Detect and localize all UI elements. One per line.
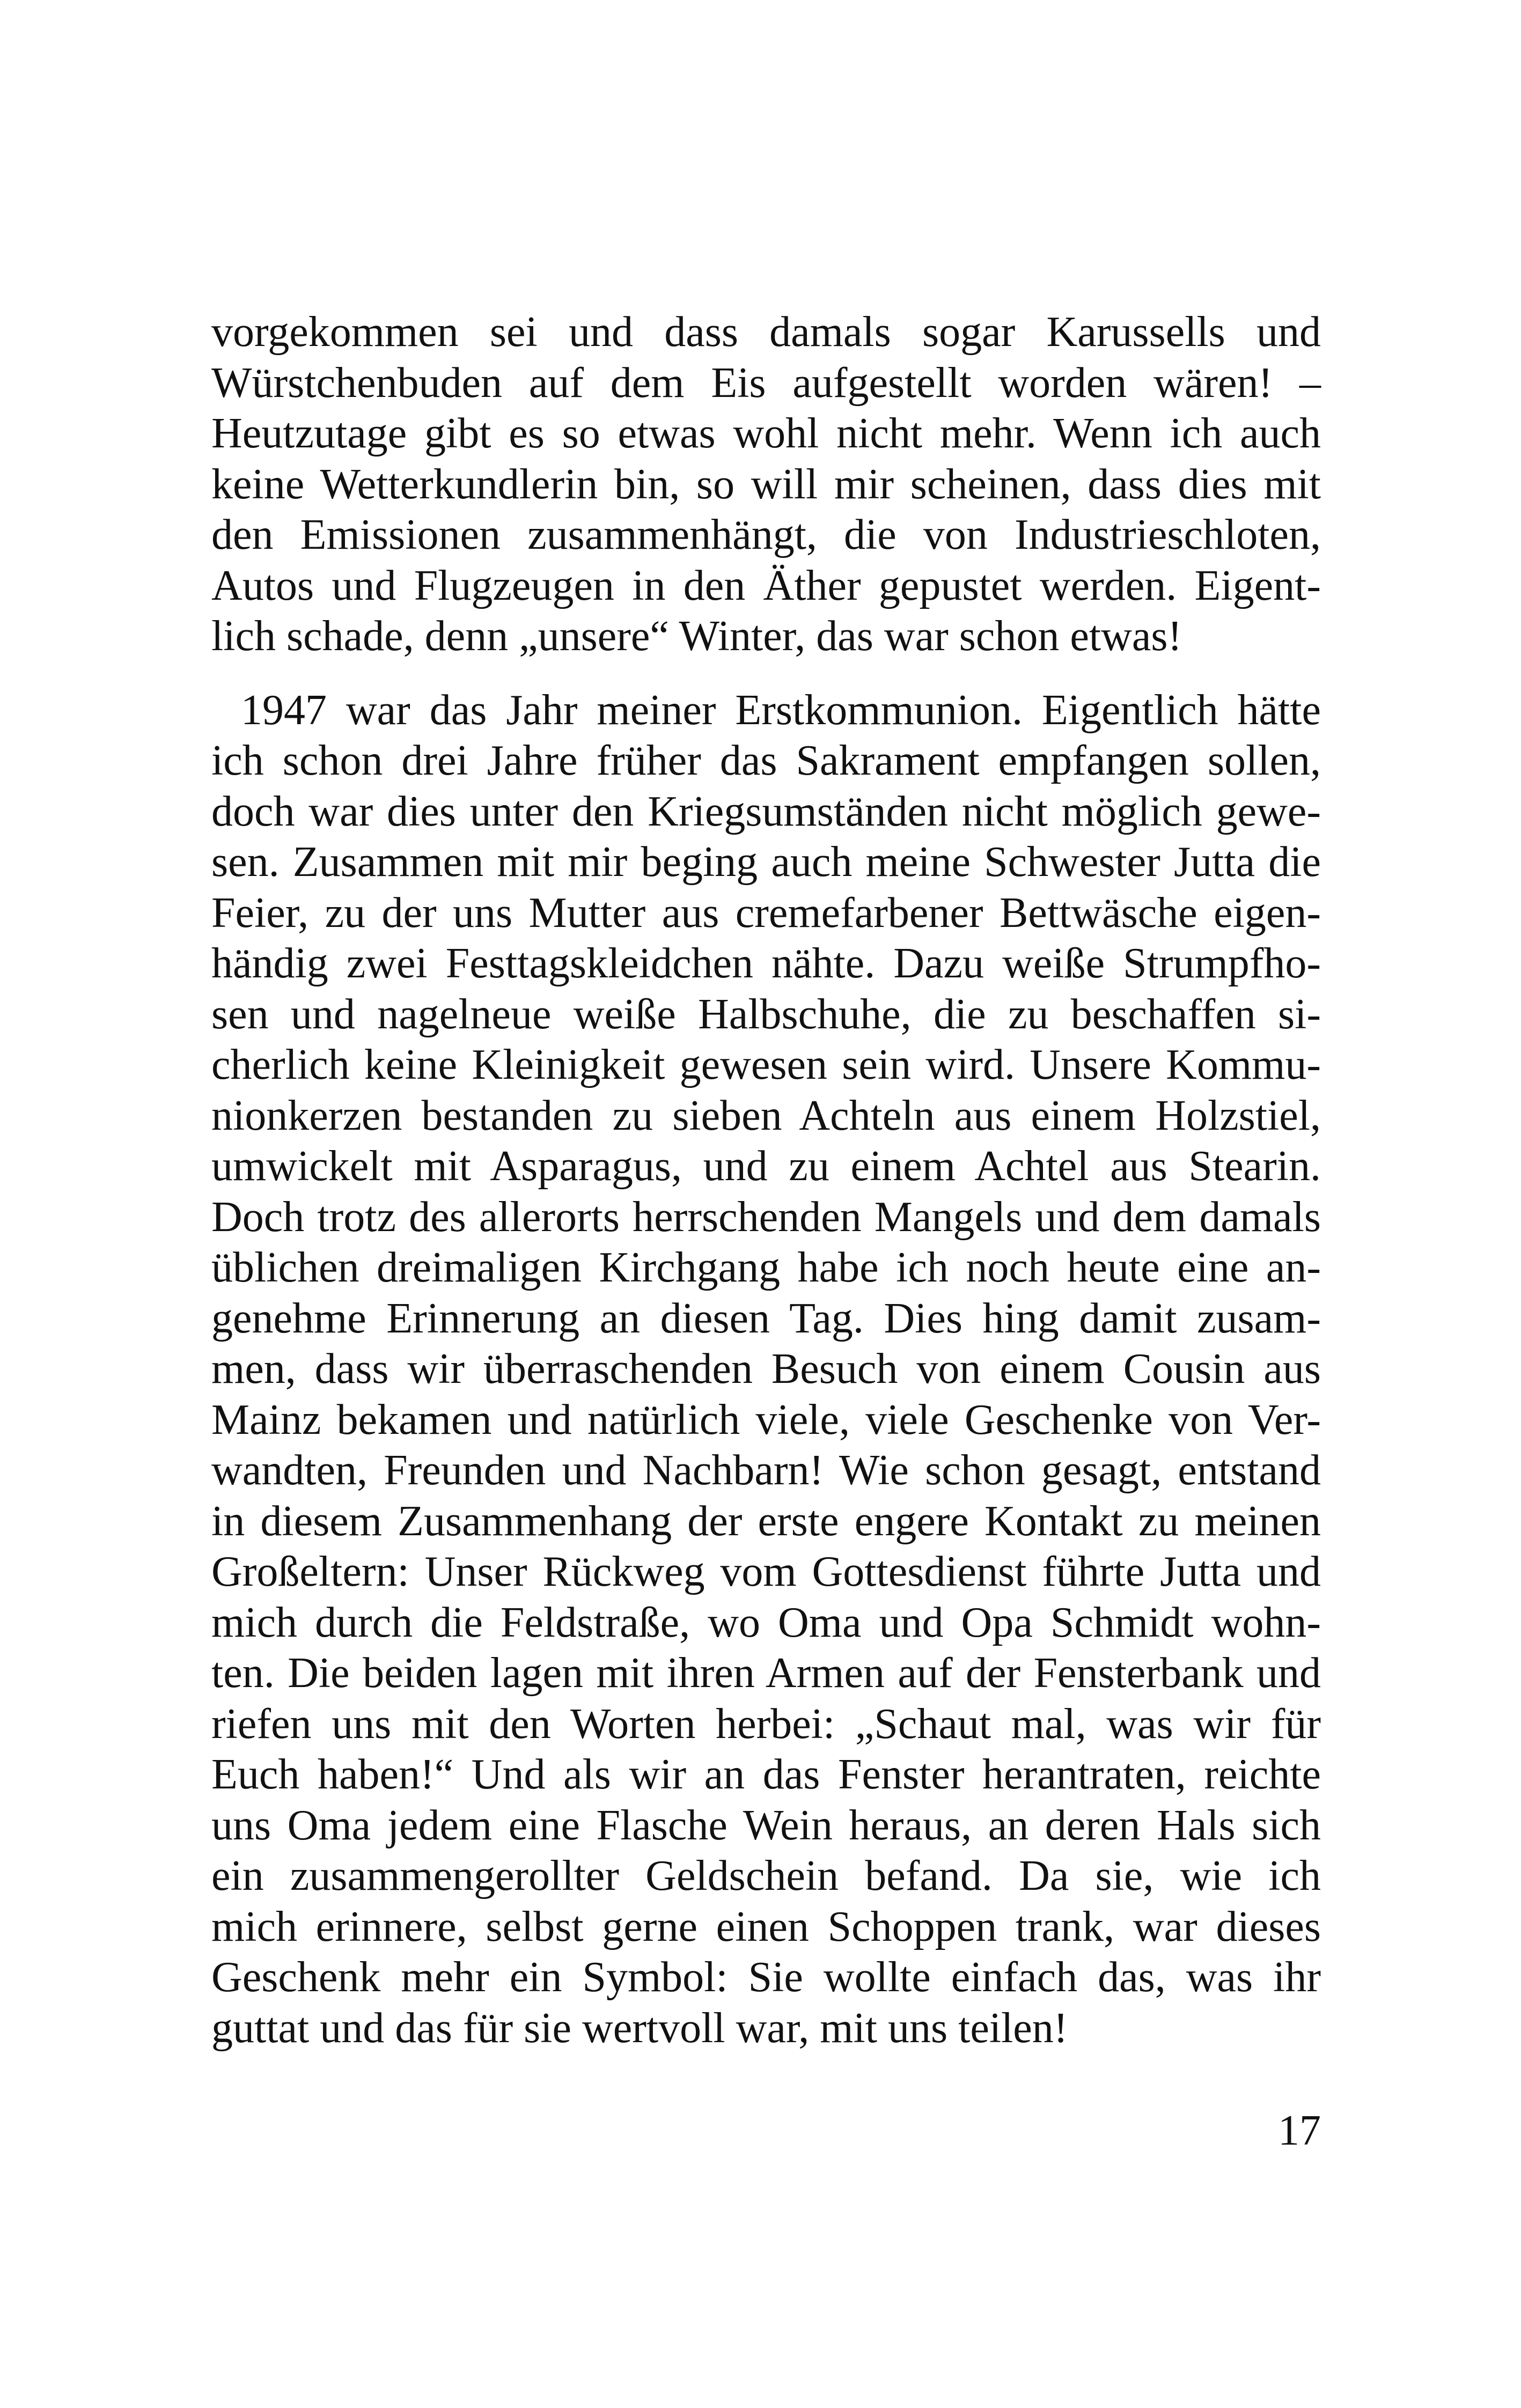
text-line: umwickelt mit Asparagus, und zu einem Achtel aus Stearin. (211, 1143, 1321, 1190)
text-line: Doch trotz des allerorts herrschenden Mangels und dem damals (211, 1193, 1321, 1241)
body-text (211, 307, 1321, 2053)
paragraph (211, 685, 1321, 2054)
text-line: Würstchenbuden auf dem Eis aufgestellt worden wären! – (211, 359, 1321, 407)
text-line: Autos und Flugzeugen in den Äther gepustet werden. Eigent- (211, 562, 1321, 609)
text-line: 1947 war das Jahr meiner Erstkommunion. Eigentlich hätte (241, 686, 1321, 734)
text-line: genehme Erinnerung an diesen Tag. Dies hing damit zusam- (211, 1294, 1321, 1342)
text-line: sen. Zusammen mit mir beging auch meine Schwester Jutta die (211, 838, 1321, 886)
page-number: 17 (1278, 2107, 1321, 2154)
text-line: den Emissionen zusammenhängt, die von Industrieschloten, (211, 511, 1321, 558)
text-line: händig zwei Festtagskleidchen nähte. Dazu weiße Strumpfho- (211, 940, 1321, 987)
text-line: Mainz bekamen und natürlich viele, viele Geschenke von Ver- (211, 1396, 1321, 1444)
text-line: doch war dies unter den Kriegsumständen nicht möglich gewe- (211, 787, 1321, 835)
text-line: mich durch die Feldstraße, wo Oma und Opa Schmidt wohn- (211, 1599, 1321, 1646)
text-line: Großeltern: Unser Rückweg vom Gottesdienst führte Jutta und (211, 1548, 1321, 1595)
paragraph-gap (211, 662, 1321, 685)
text-line: sen und nagelneue weiße Halbschuhe, die zu beschaffen si- (211, 990, 1321, 1038)
text-line: in diesem Zusammenhang der erste engere Kontakt zu meinen (211, 1497, 1321, 1545)
text-line: men, dass wir überraschenden Besuch von einem Cousin aus (211, 1345, 1321, 1393)
text-line: Geschenk mehr ein Symbol: Sie wollte einfach das, was ihr (211, 1954, 1321, 2001)
text-line: Feier, zu der uns Mutter aus cremefarbener Bettwäsche eigen- (211, 889, 1321, 937)
text-line: lich schade, denn „unsere“ Winter, das war schon etwas! (211, 613, 1182, 660)
text-line: üblichen dreimaligen Kirchgang habe ich noch heute eine an- (211, 1244, 1321, 1291)
text-line: ich schon drei Jahre früher das Sakrament empfangen sollen, (211, 737, 1321, 784)
text-line: ein zusammengerollter Geldschein befand. Da sie, wie ich (211, 1852, 1321, 1899)
text-line: Euch haben!“ Und als wir an das Fenster herantraten, reichte (211, 1751, 1321, 1798)
text-line: keine Wetterkundlerin bin, so will mir scheinen, dass dies mit (211, 460, 1321, 508)
text-line: vorgekommen sei und dass damals sogar Karussells und (211, 308, 1321, 356)
text-line: guttat und das für sie wertvoll war, mit uns teilen! (211, 2004, 1068, 2052)
paragraph (211, 307, 1321, 662)
text-line: riefen uns mit den Worten herbei: „Schaut mal, was wir für (211, 1700, 1321, 1748)
text-line: nionkerzen bestanden zu sieben Achteln aus einem Holzstiel, (211, 1092, 1321, 1139)
text-line: ten. Die beiden lagen mit ihren Armen auf der Fensterbank und (211, 1649, 1321, 1697)
text-line: mich erinnere, selbst gerne einen Schoppen trank, war dieses (211, 1903, 1321, 1950)
text-line: cherlich keine Kleinigkeit gewesen sein wird. Unsere Kommu- (211, 1041, 1321, 1088)
text-line: Heutzutage gibt es so etwas wohl nicht mehr. Wenn ich auch (211, 410, 1321, 457)
text-line: uns Oma jedem eine Flasche Wein heraus, an deren Hals sich (211, 1801, 1321, 1849)
text-line: wandten, Freunden und Nachbarn! Wie schon gesagt, entstand (211, 1447, 1321, 1494)
